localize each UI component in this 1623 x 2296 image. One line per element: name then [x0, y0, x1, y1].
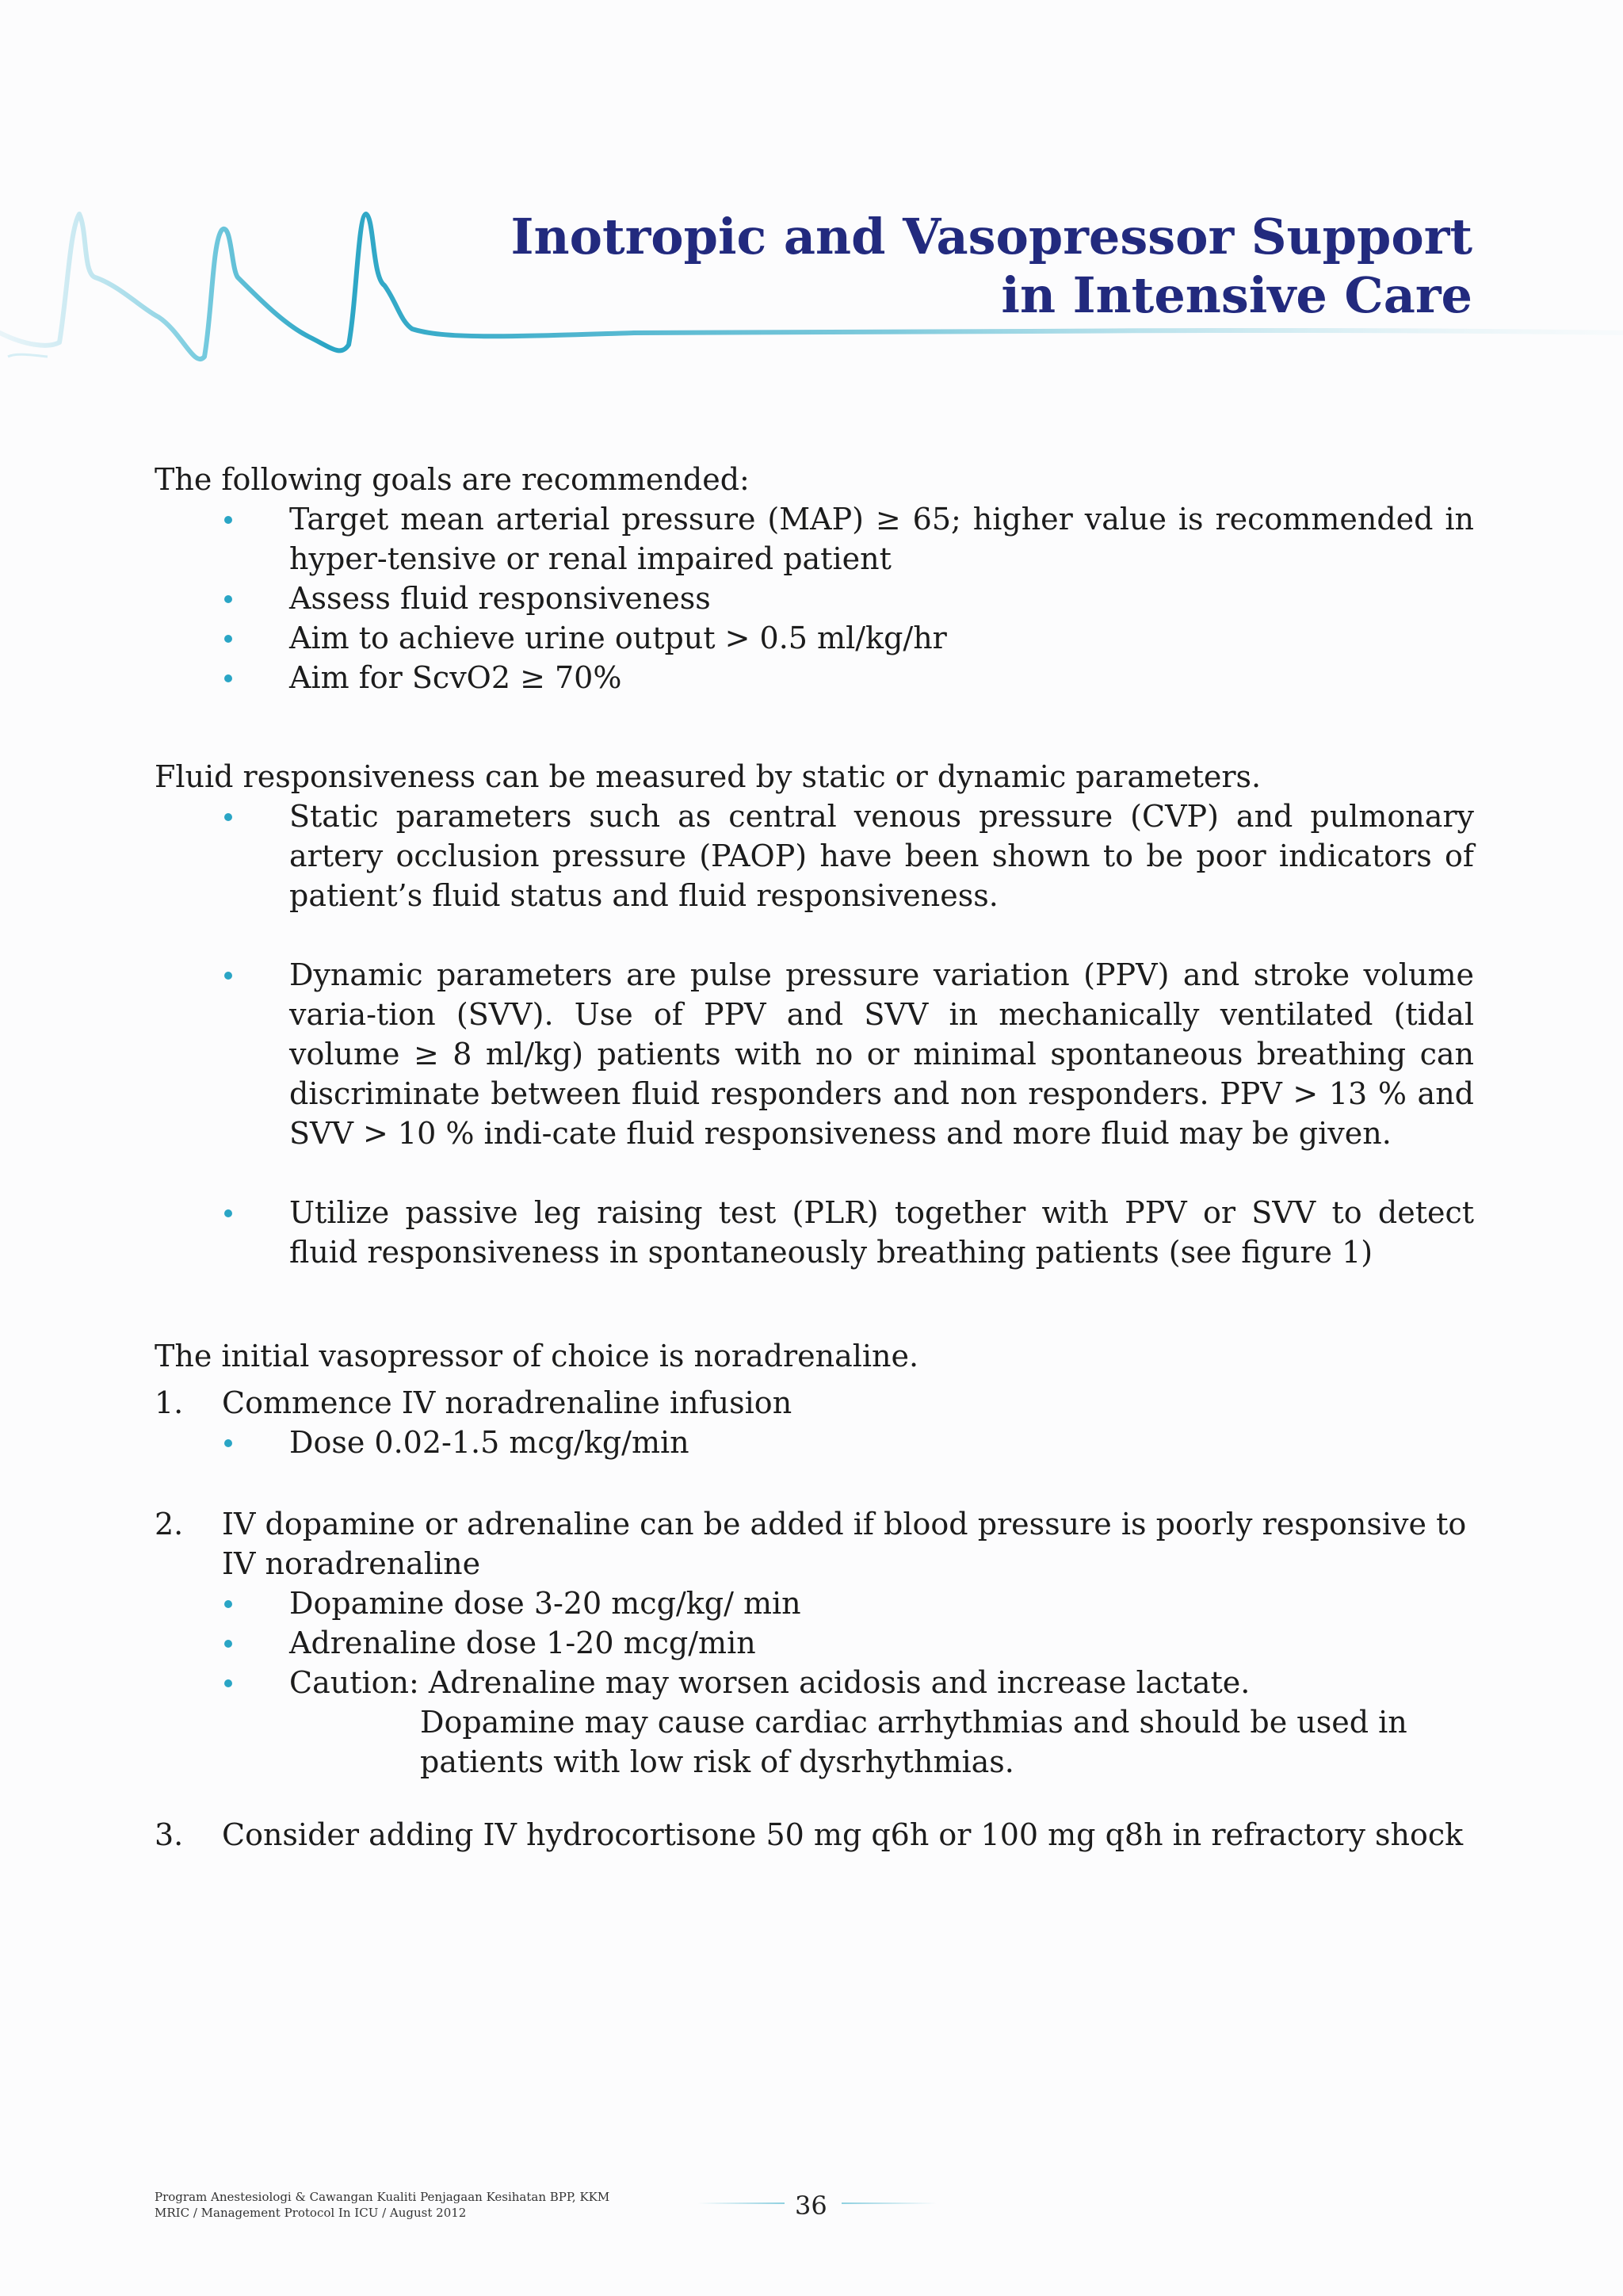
bullet-icon [224, 1209, 232, 1217]
list-item: Dose 0.02-1.5 mcg/kg/min [155, 1423, 1474, 1462]
bullet-icon [224, 635, 232, 643]
list-item: Dopamine dose 3-20 mcg/kg/ min [155, 1584, 1474, 1623]
list-item: Static parameters such as central venous pressure (CVP) and pulmonary artery occlusion pressure (PAOP) have been shown to be poor indicators of patient’s fluid status and fluid responsiveness. [155, 797, 1474, 915]
footer-rule-left [697, 2202, 785, 2204]
bullet-icon [224, 1600, 232, 1608]
list-item: Target mean arterial pressure (MAP) ≥ 65; higher value is recommended in hyper-tensive or renal impaired patient [155, 499, 1474, 579]
goals-intro: The following goals are recommended: [155, 462, 750, 497]
bullet-icon [224, 972, 232, 980]
list-item: Dynamic parameters are pulse pressure variation (PPV) and stroke volume varia-tion (SVV). Use of PPV and SVV in mechanically ventilated (tidal volume ≥ 8 ml/kg) patients with no or minimal spontaneous breathing can discriminate between fluid responders and non responders. PPV > 13 % and SVV > 10 % indi-cate fluid responsiveness and more fluid may be given. [155, 955, 1474, 1153]
goals-section [155, 460, 1474, 697]
bullet-icon [224, 1439, 232, 1447]
list-item: Adrenaline dose 1-20 mcg/min [155, 1623, 1474, 1663]
step-2-bullets [155, 1584, 1474, 1702]
bullet-icon [224, 1679, 232, 1687]
step-text: Commence IV noradrenaline infusion [222, 1385, 792, 1420]
step-number: 1. [155, 1385, 184, 1420]
bullet-icon [224, 1640, 232, 1648]
bullet-icon [224, 813, 232, 821]
bullet-icon [224, 516, 232, 524]
list-item [155, 1663, 1474, 1702]
step-text: Consider adding IV hydrocortisone 50 mg q6h or 100 mg q8h in refractory shock [222, 1817, 1464, 1852]
step-3 [155, 1815, 1474, 1855]
step-number: 2. [155, 1507, 184, 1541]
fluid-list [155, 797, 1474, 1272]
list-item: Aim for ScvO2 ≥ 70% [155, 658, 1474, 697]
title-line-1: Inotropic and Vasopressor Support [510, 208, 1472, 266]
step-1-bullets [155, 1423, 1474, 1462]
footer-rule-right [842, 2202, 937, 2204]
footer-line-2: MRIC / Management Protocol In ICU / August 2012 [155, 2206, 467, 2220]
bullet-icon [224, 595, 232, 603]
fluid-intro: Fluid responsiveness can be measured by static or dynamic parameters. [155, 759, 1262, 794]
step-1 [155, 1383, 1474, 1462]
list-item: Assess fluid responsiveness [155, 579, 1474, 618]
caution-text: Caution: Adrenaline may worsen acidosis and increase lactate. [289, 1665, 1251, 1700]
caution-continuation: Dopamine may cause cardiac arrhythmias and should be used in patients with low risk of dysrhythmias. [420, 1705, 1407, 1779]
title-line-2: in Intensive Care [1001, 266, 1472, 324]
footer-source [155, 2189, 609, 2221]
list-item: Utilize passive leg raising test (PLR) together with PPV or SVV to detect fluid responsiveness in spontaneously breathing patients (see figure 1) [155, 1193, 1474, 1272]
goals-list [155, 499, 1474, 697]
page-title [284, 208, 1472, 325]
list-item: Aim to achieve urine output > 0.5 ml/kg/hr [155, 618, 1474, 658]
vasopressor-intro: The initial vasopressor of choice is noradrenaline. [155, 1339, 919, 1373]
page-number: 36 [795, 2191, 827, 2221]
footer-line-1: Program Anestesiologi & Cawangan Kualiti Penjagaan Kesihatan BPP, KKM [155, 2190, 610, 2204]
step-2 [155, 1504, 1474, 1782]
fluid-section [155, 757, 1474, 1272]
step-text: IV dopamine or adrenaline can be added if blood pressure is poorly responsive to IV noradrenaline [222, 1507, 1467, 1581]
bullet-icon [224, 674, 232, 682]
step-number: 3. [155, 1817, 184, 1852]
